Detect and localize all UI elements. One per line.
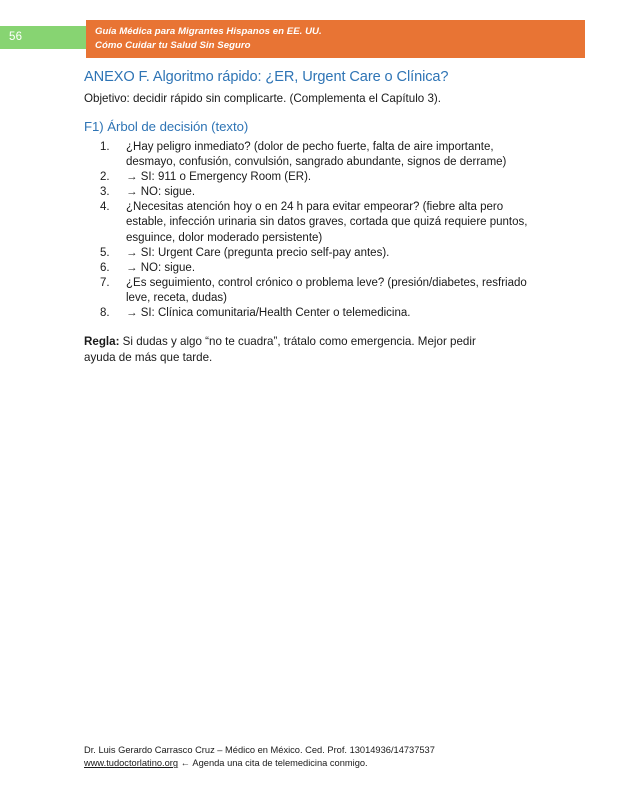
list-item: → NO: sigue. bbox=[126, 186, 196, 199]
list-item: ¿Necesitas atención hoy o en 24 h para evitar empeorar? (fiebre alta pero estable, infección urinaria sin datos graves, cortada que quizá requiere puntos, esguince, dolor moderado persistente) bbox=[126, 201, 528, 244]
list-item: → SI: Urgent Care (pregunta precio self-pay antes). bbox=[126, 246, 390, 259]
list-item: → SI: Clínica comunitaria/Health Center o telemedicina. bbox=[126, 307, 411, 320]
section-heading-f1: F1) Árbol de decisión (texto) bbox=[84, 119, 249, 134]
footer-link-caption: Agenda una cita de telemedicina conmigo. bbox=[190, 758, 368, 769]
header-banner bbox=[86, 20, 585, 58]
rule-paragraph bbox=[84, 334, 484, 365]
document-content bbox=[84, 68, 536, 365]
list-item: ¿Es seguimiento, control crónico o problema leve? (presión/diabetes, resfriado leve, receta, dudas) bbox=[126, 276, 527, 304]
page-header bbox=[0, 0, 620, 66]
header-banner-line-1: Guía Médica para Migrantes Hispanos en EE. UU. bbox=[95, 26, 322, 37]
decision-tree-list bbox=[84, 140, 536, 321]
list-item: → SI: 911 o Emergency Room (ER). bbox=[126, 171, 312, 184]
list-item: → NO: sigue. bbox=[126, 261, 196, 274]
page-number-tab bbox=[0, 26, 86, 49]
footer-credit-line: Dr. Luis Gerardo Carrasco Cruz – Médico en México. Ced. Prof. 13014936/14737537 bbox=[84, 745, 435, 755]
header-banner-line-2: Cómo Cuidar tu Salud Sin Seguro bbox=[95, 39, 251, 51]
page-title: ANEXO F. Algoritmo rápido: ¿ER, Urgent Care o Clínica? bbox=[84, 69, 449, 85]
website-link[interactable]: www.tudoctorlatino.org bbox=[84, 758, 179, 769]
left-arrow-icon: ← bbox=[180, 758, 191, 769]
objective-text: Objetivo: decidir rápido sin complicarte. (Complementa el Capítulo 3). bbox=[84, 92, 441, 105]
rule-body: Si dudas y algo “no te cuadra”, trátalo como emergencia. Mejor pedir ayuda de más que tarde. bbox=[84, 335, 476, 364]
rule-label: Regla: bbox=[84, 335, 120, 349]
list-item: ¿Hay peligro inmediato? (dolor de pecho fuerte, falta de aire importante, desmayo, confusión, convulsión, sangrado abundante, signos de derrame) bbox=[126, 141, 507, 169]
page-footer bbox=[84, 744, 536, 770]
footer-link-line bbox=[84, 757, 536, 770]
page-number: 56 bbox=[9, 30, 23, 43]
